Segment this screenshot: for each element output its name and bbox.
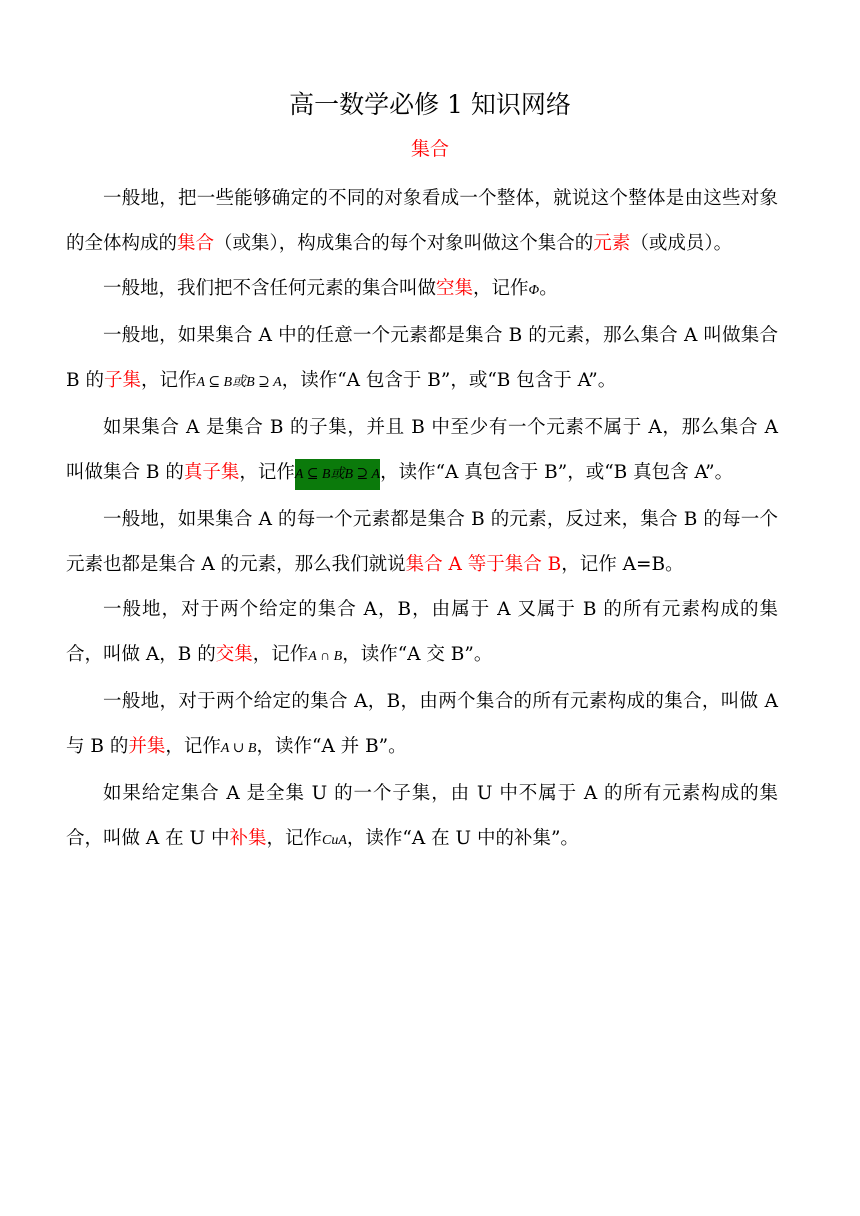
- text: ，记作: [239, 462, 295, 483]
- text: ，读作“A 在 U 中的补集”。: [346, 828, 579, 849]
- text: ，读作“A 并 B”。: [256, 736, 407, 757]
- math-subset: A ⊆ B或B ⊇ A: [196, 375, 282, 390]
- math-proper-subset-highlighted: A ⊆ B或B ⊇ A: [295, 459, 380, 490]
- math-union: A ∪ B: [220, 741, 257, 756]
- text: 一般地，我们把不含任何元素的集合叫做: [103, 278, 437, 299]
- section-heading: 集合: [410, 138, 449, 160]
- paragraph-empty-set: [66, 266, 778, 313]
- math-empty-set: Φ: [528, 283, 540, 298]
- document-body: [66, 176, 778, 863]
- term-intersection: 交集: [215, 644, 253, 665]
- math-complement: CuA: [322, 833, 347, 848]
- paragraph-subset: [66, 313, 778, 405]
- text: ，记作: [141, 370, 197, 391]
- text: 。: [539, 278, 558, 299]
- text: 一般地，对于两个给定的集合 A，B，由两个集合的所有元素构成的集合，叫做 A 与 B 的: [66, 691, 778, 757]
- text: 一般地，把一些能够确定的不同的对象看成一个整体，就说这个整体是由这些对象的全体构成的: [66, 188, 778, 254]
- paragraph-intersection: [66, 587, 778, 679]
- math-intersection: A ∩ B: [308, 649, 343, 664]
- term-set-equality: 集合 A 等于集合 B: [405, 554, 562, 575]
- term-empty-set: 空集: [436, 278, 474, 299]
- text: 如果集合 A 是集合 B 的子集，并且 B 中至少有一个元素不属于 A，那么集合 A 叫做集合 B 的: [66, 417, 778, 483]
- term-union: 并集: [128, 736, 166, 757]
- term-complement: 补集: [229, 828, 267, 849]
- text: ，记作: [165, 736, 221, 757]
- paragraph-set-equality: [66, 497, 778, 587]
- term-element: 元素: [593, 233, 631, 254]
- text: ，读作“A 包含于 B”，或“B 包含于 A”。: [281, 370, 617, 391]
- text: ，读作“A 交 B”。: [342, 644, 493, 665]
- text: 一般地，对于两个给定的集合 A，B，由属于 A 又属于 B 的所有元素构成的集合，叫做 A，B 的: [66, 599, 778, 665]
- text: ，记作: [473, 278, 529, 299]
- text: ，记作 A=B。: [561, 554, 684, 575]
- paragraph-set-definition: [66, 176, 778, 266]
- text: （或集），构成集合的每个对象叫做这个集合的: [214, 233, 594, 254]
- term-set: 集合: [177, 233, 215, 254]
- text: ，读作“A 真包含于 B”，或“B 真包含 A”。: [380, 462, 734, 483]
- text: 一般地，如果集合 A 中的任意一个元素都是集合 B 的元素，那么集合 A 叫做集合 B 的: [66, 325, 778, 391]
- page-title: 高一数学必修 1 知识网络: [289, 90, 571, 119]
- text: ，记作: [266, 828, 323, 849]
- term-subset: 子集: [103, 370, 141, 391]
- paragraph-proper-subset: [66, 405, 778, 497]
- text: ，记作: [252, 644, 309, 665]
- text: （或成员）。: [630, 233, 733, 254]
- text: 一般地，如果集合 A 的每一个元素都是集合 B 的元素，反过来，集合 B 的每一个元素也都是集合 A 的元素，那么我们就说: [66, 509, 778, 575]
- term-proper-subset: 真子集: [183, 462, 240, 483]
- paragraph-union: [66, 679, 778, 771]
- text: 如果给定集合 A 是全集 U 的一个子集，由 U 中不属于 A 的所有元素构成的集合，叫做 A 在 U 中: [66, 783, 778, 849]
- paragraph-complement: [66, 771, 778, 863]
